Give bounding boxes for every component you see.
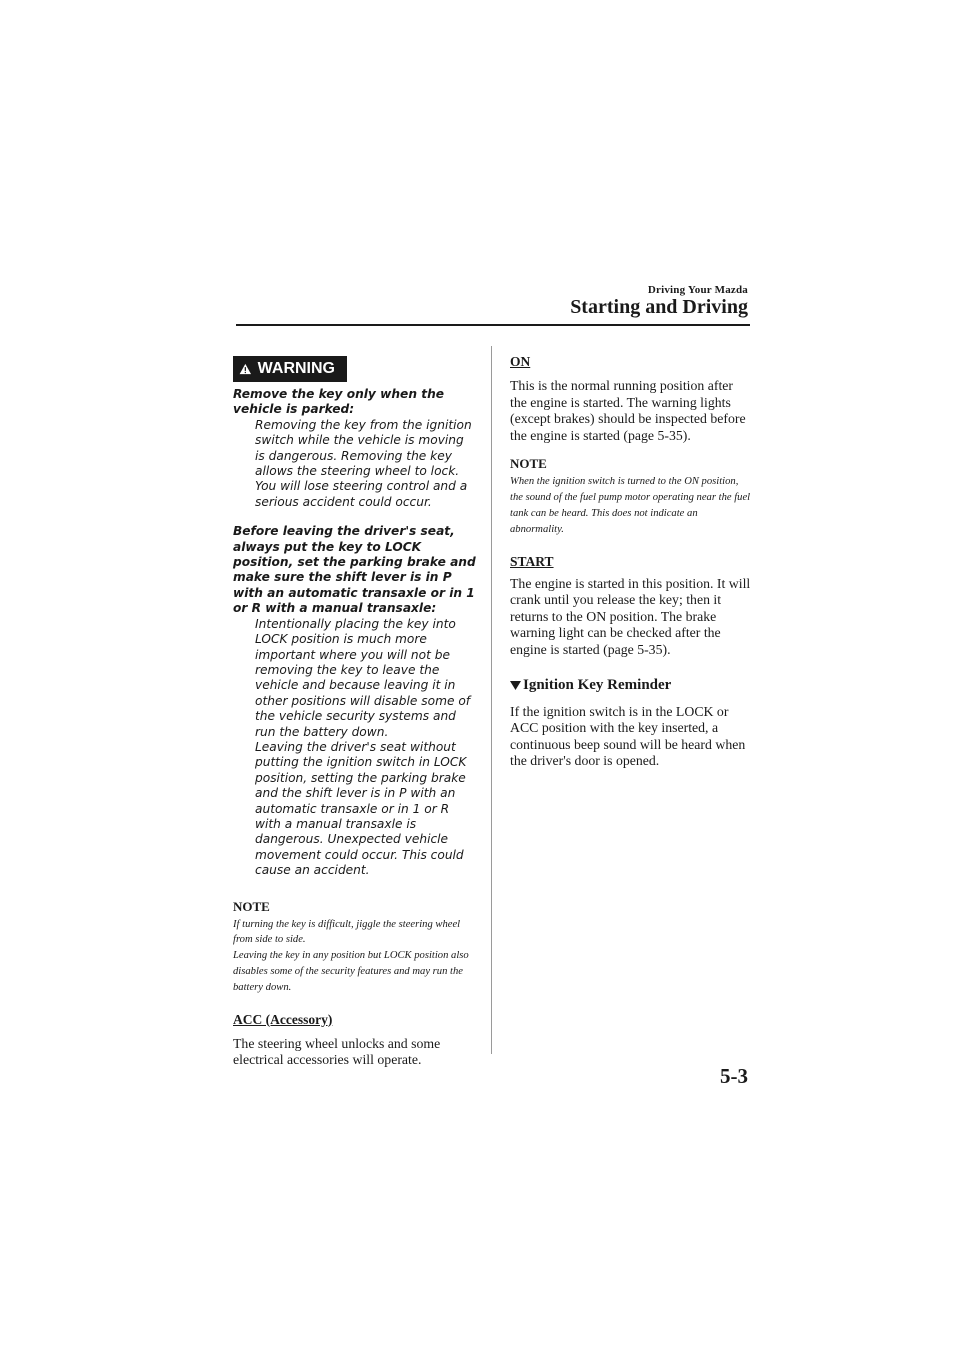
note-label-right: NOTE	[510, 456, 547, 472]
reminder-heading-text: Ignition Key Reminder	[523, 676, 672, 693]
warning-body-3: Leaving the driver's seat without putting the ignition switch in LOCK position, setting the parking brake and the shift lever is in P with an automatic transaxle or in 1 or R with a manual transaxle is dangerous. Unexpected vehicle movement could occur. This could cause an accident.	[255, 739, 467, 878]
note-label-left: NOTE	[233, 898, 270, 914]
acc-heading: ACC (Accessory)	[233, 1011, 333, 1027]
warning-content	[233, 387, 477, 879]
warning-triangle-icon	[239, 360, 252, 378]
left-column	[233, 356, 477, 1069]
acc-text: The steering wheel unlocks and some electrical accessories will operate.	[233, 1035, 441, 1068]
on-text: This is the normal running position after the engine is started. The warning lights (except brakes) should be inspected before the engine is started (page 5-35).	[510, 378, 746, 443]
warning-label: WARNING	[257, 360, 335, 377]
warning-badge	[233, 356, 347, 382]
running-header	[648, 284, 748, 296]
warning-lead-2: Before leaving the driver's seat, always put the key to LOCK position, set the parking brake and make sure the shift lever is in P with an automatic transaxle or in 1 or R with a manual transaxle:	[233, 524, 476, 616]
reminder-heading	[510, 677, 752, 694]
right-column	[510, 354, 752, 770]
note-text-left-2: Leaving the key in any position but LOCK position also disables some of the security features and may run the battery down.	[233, 950, 469, 993]
page-number: 5-3	[720, 1064, 748, 1088]
on-heading: ON	[510, 354, 531, 369]
column-divider	[491, 346, 492, 1054]
page-title: Starting and Driving	[570, 296, 748, 318]
start-text: The engine is started in this position. It will crank until you release the key; then it returns to the ON position. The brake warning light can be checked after the engine is started (page 5-35).	[510, 575, 751, 657]
header-rule	[236, 324, 750, 326]
section-name: Driving Your Mazda	[647, 284, 748, 296]
warning-body-2: Intentionally placing the key into LOCK position is much more important where you will not be removing the key to leave the vehicle and because leaving it in other positions will disable some of the vehicle security systems and run the battery down.	[255, 616, 471, 739]
reminder-text: If the ignition switch is in the LOCK or ACC position with the key inserted, a continuous beep sound will be heard when the driver's door is opened.	[510, 703, 746, 769]
note-text-right: When the ignition switch is turned to the ON position, the sound of the fuel pump motor operating near the fuel tank can be heard. This does not indicate an abnormality.	[510, 476, 751, 535]
start-heading: START	[510, 553, 554, 569]
note-text-left-1: If turning the key is difficult, jiggle the steering wheel from side to side.	[233, 918, 461, 946]
warning-lead-1: Remove the key only when the vehicle is parked:	[233, 387, 445, 417]
down-triangle-icon	[510, 680, 521, 691]
warning-body-1: Removing the key from the ignition switch while the vehicle is moving is dangerous. Removing the key allows the steering wheel to lock. You will lose steering control and a serious accident could occur.	[255, 417, 472, 509]
